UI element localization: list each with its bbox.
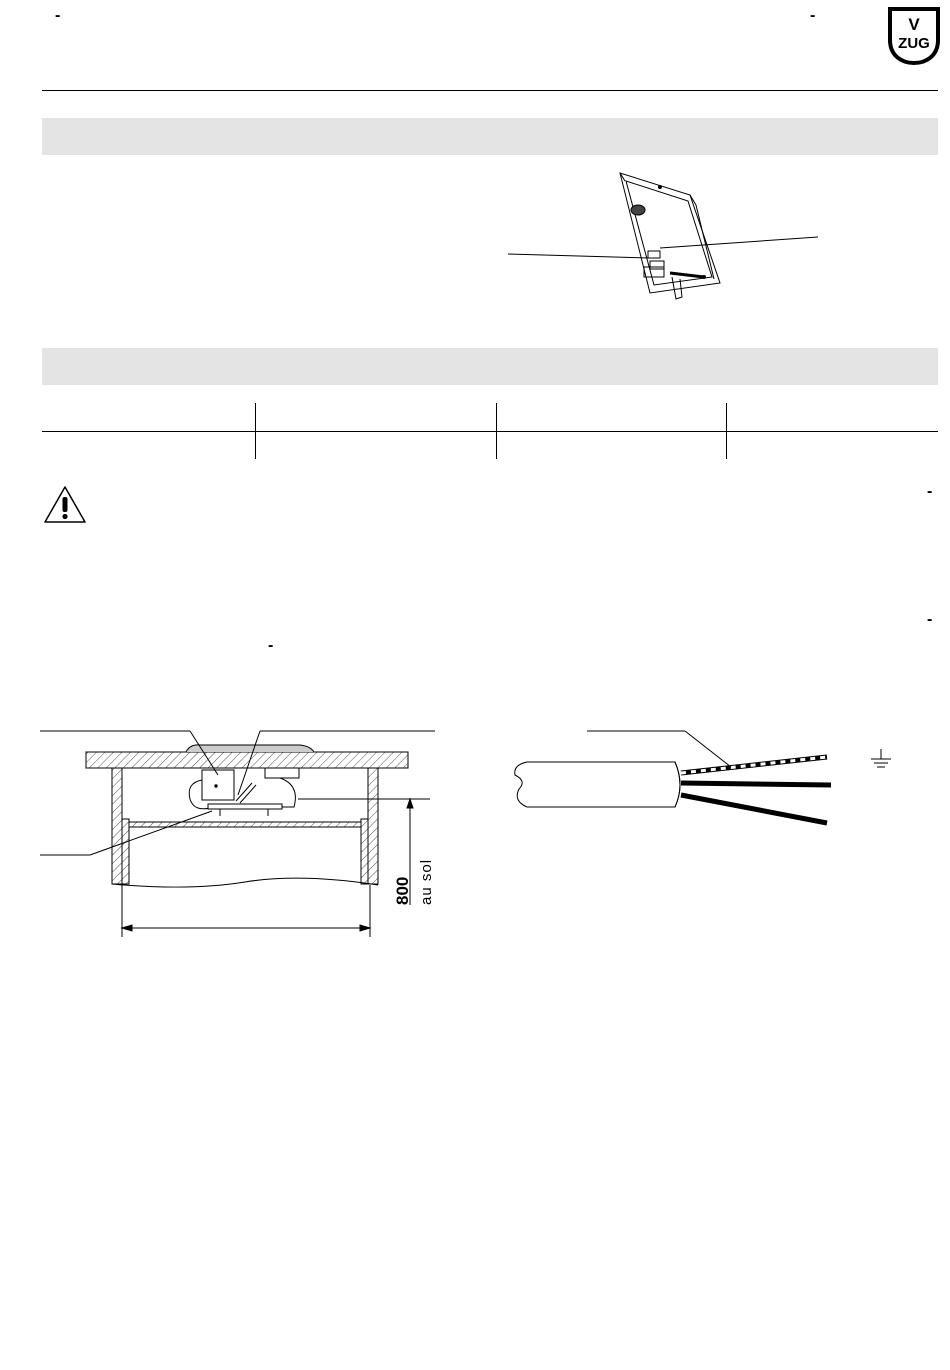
warning-dash-1: - — [927, 483, 933, 500]
ground-symbol-icon — [871, 749, 891, 767]
table-rule — [42, 431, 938, 432]
cabinet-dim-caption: au sol — [418, 858, 435, 905]
v-zug-logo — [886, 6, 942, 66]
header-rule — [42, 90, 938, 91]
cable-drawing — [505, 715, 905, 835]
section-band-2 — [42, 348, 938, 385]
cabinet-dim-value: 800 — [393, 876, 412, 905]
warning-triangle-icon — [42, 484, 88, 526]
hob-underside-illustration — [500, 165, 840, 310]
logo-bottom-text: ZUG — [898, 35, 930, 52]
warning-dash-3: - — [268, 637, 274, 654]
table-col-divider-2 — [496, 403, 497, 459]
section-band-1 — [42, 118, 938, 155]
header-dash-right: - — [810, 7, 816, 24]
cabinet-installation-drawing — [40, 715, 480, 945]
warning-dash-2: - — [927, 611, 933, 628]
table-col-divider-3 — [726, 403, 727, 459]
logo-top-letter: V — [908, 15, 920, 34]
table-col-divider-1 — [255, 403, 256, 459]
header-dash-left: - — [55, 7, 61, 24]
